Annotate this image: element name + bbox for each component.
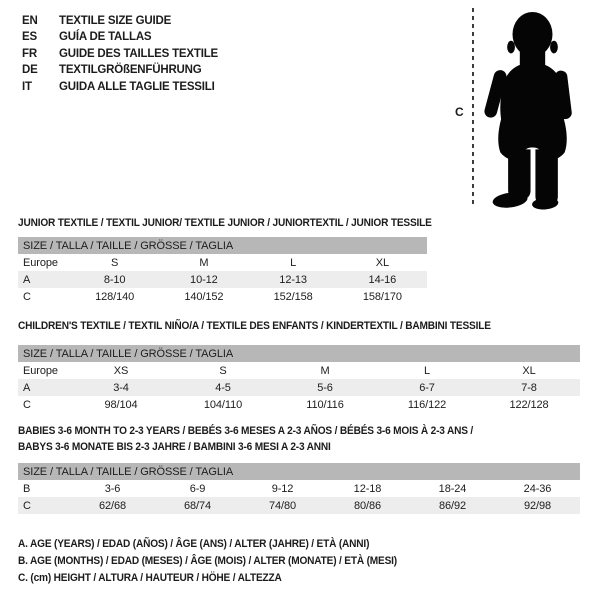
language-header — [22, 13, 218, 95]
language-guide-title: TEXTILE SIZE GUIDE — [59, 15, 172, 27]
children-table-title — [18, 318, 491, 334]
size-cell: M — [320, 364, 330, 377]
size-cell: S — [111, 256, 119, 269]
footnote-line: C. (cm) HEIGHT / ALTURA / HAUTEUR / HÖHE / ALTEZZA — [18, 572, 282, 584]
size-cell: S — [219, 364, 227, 377]
language-code: EN — [22, 15, 38, 27]
size-cell: 10-12 — [190, 273, 218, 286]
row-label: C — [23, 499, 31, 512]
language-row — [22, 62, 218, 78]
table-row — [18, 480, 580, 497]
footnotes — [18, 536, 397, 587]
size-cell: 6-9 — [189, 482, 206, 495]
junior-table-title — [18, 215, 432, 231]
size-header-label: SIZE / TALLA / TAILLE / GRÖSSE / TAGLIA — [18, 237, 427, 254]
language-guide-title: GUÍA DE TALLAS — [59, 31, 152, 44]
size-cell: 98/104 — [104, 398, 138, 411]
language-guide-title: TEXTILGRÖßENFÜHRUNG — [59, 64, 202, 77]
size-header-row — [18, 463, 580, 480]
row-label: A — [23, 381, 31, 394]
language-code: ES — [22, 31, 37, 44]
size-header-row — [18, 237, 427, 254]
size-cell: XL — [522, 364, 536, 377]
table-title-line: CHILDREN'S TEXTILE / TEXTIL NIÑO/A / TEXTILE DES ENFANTS / KINDERTEXTIL / BAMBINI TESSILE — [18, 320, 491, 332]
size-cell: 104/110 — [203, 398, 243, 411]
size-header-label: SIZE / TALLA / TAILLE / GRÖSSE / TAGLIA — [18, 345, 580, 362]
table-title-line: BABIES 3-6 MONTH TO 2-3 YEARS / BEBÉS 3-6 MESES A 2-3 AÑOS / BÉBÉS 3-6 MOIS À 2-3 ANS / — [18, 425, 474, 437]
language-row — [22, 79, 218, 95]
size-cell: XL — [375, 256, 389, 269]
children-size-table — [18, 345, 580, 413]
size-cell: L — [423, 364, 431, 377]
size-header-row — [18, 345, 580, 362]
size-cell: 6-7 — [419, 381, 435, 394]
size-cell: 8-10 — [103, 273, 126, 286]
size-cell: 12-18 — [353, 482, 382, 495]
size-cell: 152/158 — [273, 290, 313, 303]
row-label: C — [23, 398, 31, 411]
table-title-line: BABYS 3-6 MONATE BIS 2-3 JAHRE / BAMBINI 3-6 MESI A 2-3 ANNI — [18, 441, 331, 453]
size-cell: 110/116 — [306, 398, 344, 411]
toddler-silhouette-icon — [474, 5, 591, 210]
row-label: B — [23, 482, 31, 495]
language-row — [22, 13, 218, 29]
table-title-line: JUNIOR TEXTILE / TEXTIL JUNIOR/ TEXTILE JUNIOR / JUNIORTEXTIL / JUNIOR TESSILE — [18, 217, 432, 229]
size-cell: 18-24 — [438, 482, 467, 495]
size-cell: 3-4 — [113, 381, 129, 394]
row-label: A — [23, 273, 31, 286]
size-cell: 9-12 — [271, 482, 294, 495]
language-code: DE — [22, 64, 38, 77]
size-cell: 80/86 — [353, 499, 382, 512]
height-measure-label: C — [455, 105, 464, 119]
row-label: Europe — [23, 256, 58, 269]
footnote-line: B. AGE (MONTHS) / EDAD (MESES) / ÂGE (MOIS) / ALTER (MONATE) / ETÀ (MESI) — [18, 555, 397, 567]
size-cell: 158/170 — [362, 290, 402, 303]
junior-size-table — [18, 237, 427, 305]
size-cell: 5-6 — [317, 381, 333, 394]
size-cell: 68/74 — [183, 499, 212, 512]
size-cell: 86/92 — [438, 499, 467, 512]
size-cell: 7-8 — [521, 381, 537, 394]
size-cell: 14-16 — [368, 273, 397, 286]
babies-size-table — [18, 463, 580, 514]
table-row — [18, 396, 580, 413]
language-row — [22, 46, 218, 62]
language-code: IT — [22, 80, 32, 93]
size-cell: 3-6 — [104, 482, 121, 495]
row-label: C — [23, 290, 31, 303]
size-cell: M — [199, 256, 209, 269]
footnote-line: A. AGE (YEARS) / EDAD (AÑOS) / ÂGE (ANS) / ALTER (JAHRE) / ETÀ (ANNI) — [18, 538, 370, 550]
babies-table-title — [18, 423, 473, 455]
language-row — [22, 29, 218, 45]
size-cell: L — [290, 256, 297, 269]
size-cell: 74/80 — [268, 499, 297, 512]
size-cell: 122/128 — [509, 398, 549, 411]
size-cell: XS — [113, 364, 129, 377]
size-cell: 128/140 — [95, 290, 135, 303]
size-cell: 24-36 — [523, 482, 552, 495]
size-cell: 12-13 — [279, 273, 307, 286]
size-cell: 4-5 — [215, 381, 231, 394]
size-cell: 92/98 — [523, 499, 552, 512]
language-code: FR — [22, 47, 37, 60]
table-row — [18, 254, 427, 271]
table-row — [18, 288, 427, 305]
table-row — [18, 379, 580, 396]
size-cell: 62/68 — [98, 499, 127, 512]
table-row — [18, 271, 427, 288]
size-cell: 116/122 — [407, 398, 447, 411]
table-row — [18, 362, 580, 379]
size-header-label: SIZE / TALLA / TAILLE / GRÖSSE / TAGLIA — [18, 463, 580, 480]
language-guide-title: GUIDA ALLE TAGLIE TESSILI — [59, 80, 215, 93]
table-row — [18, 497, 580, 514]
row-label: Europe — [23, 364, 58, 377]
language-guide-title: GUIDE DES TAILLES TEXTILE — [59, 47, 218, 60]
size-cell: 140/152 — [184, 290, 224, 303]
